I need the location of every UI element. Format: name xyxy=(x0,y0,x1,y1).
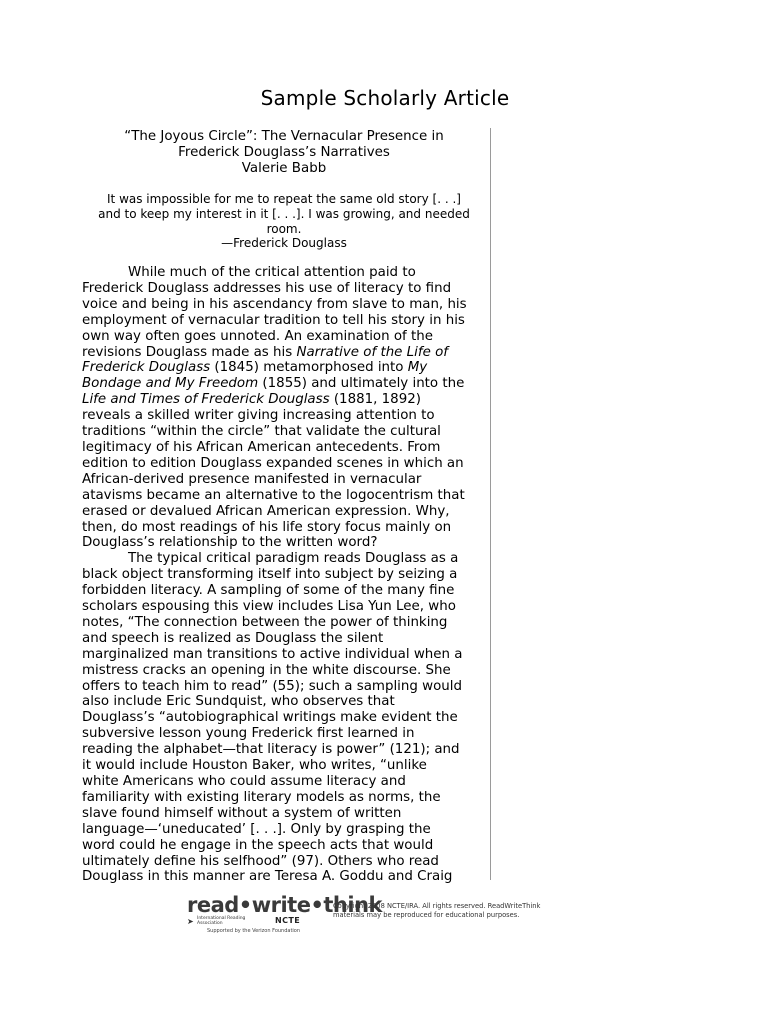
body-line: scholars espousing this view includes Lisa Yun Lee, who xyxy=(82,599,456,615)
body-line: offers to teach him to read” (55); such a sampling would xyxy=(82,678,462,694)
body-text-run: (1855) and ultimately into the xyxy=(258,376,465,392)
body-line: While much of the critical attention paid to xyxy=(128,265,416,280)
body-line: African-derived presence manifested in vernacular xyxy=(82,471,422,487)
body-line: word could he engage in the speech acts that would xyxy=(82,837,434,853)
book-title: Frederick Douglass xyxy=(82,360,211,376)
book-title: Life and Times of Frederick Douglass xyxy=(82,392,330,408)
footer xyxy=(187,893,607,939)
body-line: familiarity with existing literary models as norms, the xyxy=(82,789,441,805)
epigraph-line-1: It was impossible for me to repeat the same old story [. . .] xyxy=(107,192,461,206)
copyright-line-2: materials may be reproduced for educational purposes. xyxy=(333,911,520,919)
copyright-line-1: Copyright 2008 NCTE/IRA. All rights reserved. ReadWriteThink xyxy=(333,902,541,910)
article-title-line-1: “The Joyous Circle”: The Vernacular Presence in xyxy=(124,129,444,144)
article-body xyxy=(82,265,486,885)
body-line: white Americans who could assume literacy and xyxy=(82,774,406,789)
body-line: reading the alphabet—that literacy is power” (121); and xyxy=(82,742,460,758)
body-line xyxy=(82,345,486,361)
column-rule xyxy=(490,128,491,880)
article-title-line-2: Frederick Douglass’s Narratives xyxy=(178,145,390,160)
body-line: legitimacy of his African American antecedents. From xyxy=(82,439,441,455)
body-line: Douglass in this manner are Teresa A. Goddu and Craig xyxy=(82,869,453,885)
body-line: then, do most readings of his life story focus mainly on xyxy=(82,519,452,535)
body-line: reveals a skilled writer giving increasing attention to xyxy=(82,408,435,424)
body-line: erased or devalued African American expression. Why, xyxy=(82,503,450,519)
body-text-run: (1881, 1892) xyxy=(329,392,421,408)
readwritethink-logo: read•write•think xyxy=(187,893,382,917)
ira-arrow-icon: ➤ xyxy=(187,917,194,926)
supported-by: Supported by the Verizon Foundation xyxy=(207,928,301,934)
body-text-run: revisions Douglass made as his xyxy=(82,344,297,360)
epigraph-line-2: and to keep my interest in it [. . .]. I was growing, and needed xyxy=(98,206,470,221)
body-line xyxy=(82,360,486,376)
page-title: Sample Scholarly Article xyxy=(260,86,510,110)
body-line xyxy=(82,376,486,392)
book-title: My xyxy=(407,360,428,376)
epigraph-line-3: room. xyxy=(266,221,302,236)
article-header xyxy=(82,129,486,177)
body-line: black object transforming itself into subject by seizing a xyxy=(82,567,458,583)
body-line: Frederick Douglass addresses his use of literacy to find xyxy=(82,280,452,296)
partner-logos xyxy=(187,916,337,928)
body-line: edition to edition Douglass expanded scenes in which an xyxy=(82,455,464,471)
body-line: ultimately define his selfhood” (97). Others who read xyxy=(82,853,439,869)
body-line: subversive lesson young Frederick first learned in xyxy=(82,726,415,742)
body-line: atavisms became an alternative to the logocentrism that xyxy=(82,487,465,503)
body-line: voice and being in his ascendancy from slave to man, his xyxy=(82,296,467,312)
body-line: traditions “within the circle” that validate the cultural xyxy=(82,424,441,440)
ira-logo-text: International Reading Association xyxy=(197,916,246,926)
article-author: Valerie Babb xyxy=(241,161,327,176)
book-title: Bondage and My Freedom xyxy=(82,376,259,392)
body-line: The typical critical paradigm reads Douglass as a xyxy=(128,551,459,567)
epigraph-attribution: —Frederick Douglass xyxy=(221,236,347,251)
body-line: forbidden literacy. A sampling of some of the many fine xyxy=(82,583,455,599)
body-line: employment of vernacular tradition to tell his story in his xyxy=(82,312,465,328)
body-line: Douglass’s “autobiographical writings make evident the xyxy=(82,710,458,726)
body-line: Douglass’s relationship to the written word? xyxy=(82,535,378,551)
ncte-logo: NCTE xyxy=(275,916,301,925)
book-title: Narrative of the Life of xyxy=(296,344,448,360)
body-line: language—‘uneducated’ [. . .]. Only by grasping the xyxy=(82,821,431,837)
body-line: and speech is realized as Douglass the silent xyxy=(82,630,384,646)
body-line xyxy=(82,392,486,408)
copyright-notice xyxy=(333,902,540,920)
epigraph xyxy=(80,192,488,251)
body-line: also include Eric Sundquist, who observes that xyxy=(82,694,395,710)
body-line: it would include Houston Baker, who writes, “unlike xyxy=(82,758,427,774)
body-line: marginalized man transitions to active individual when a xyxy=(82,646,463,662)
body-text-run: (1845) metamorphosed into xyxy=(210,360,408,376)
body-line: own way often goes unnoted. An examination of the xyxy=(82,328,433,344)
body-line: slave found himself without a system of written xyxy=(82,805,402,821)
body-line: mistress cracks an opening in the white discourse. She xyxy=(82,662,451,678)
body-line: notes, “The connection between the power of thinking xyxy=(82,614,448,630)
